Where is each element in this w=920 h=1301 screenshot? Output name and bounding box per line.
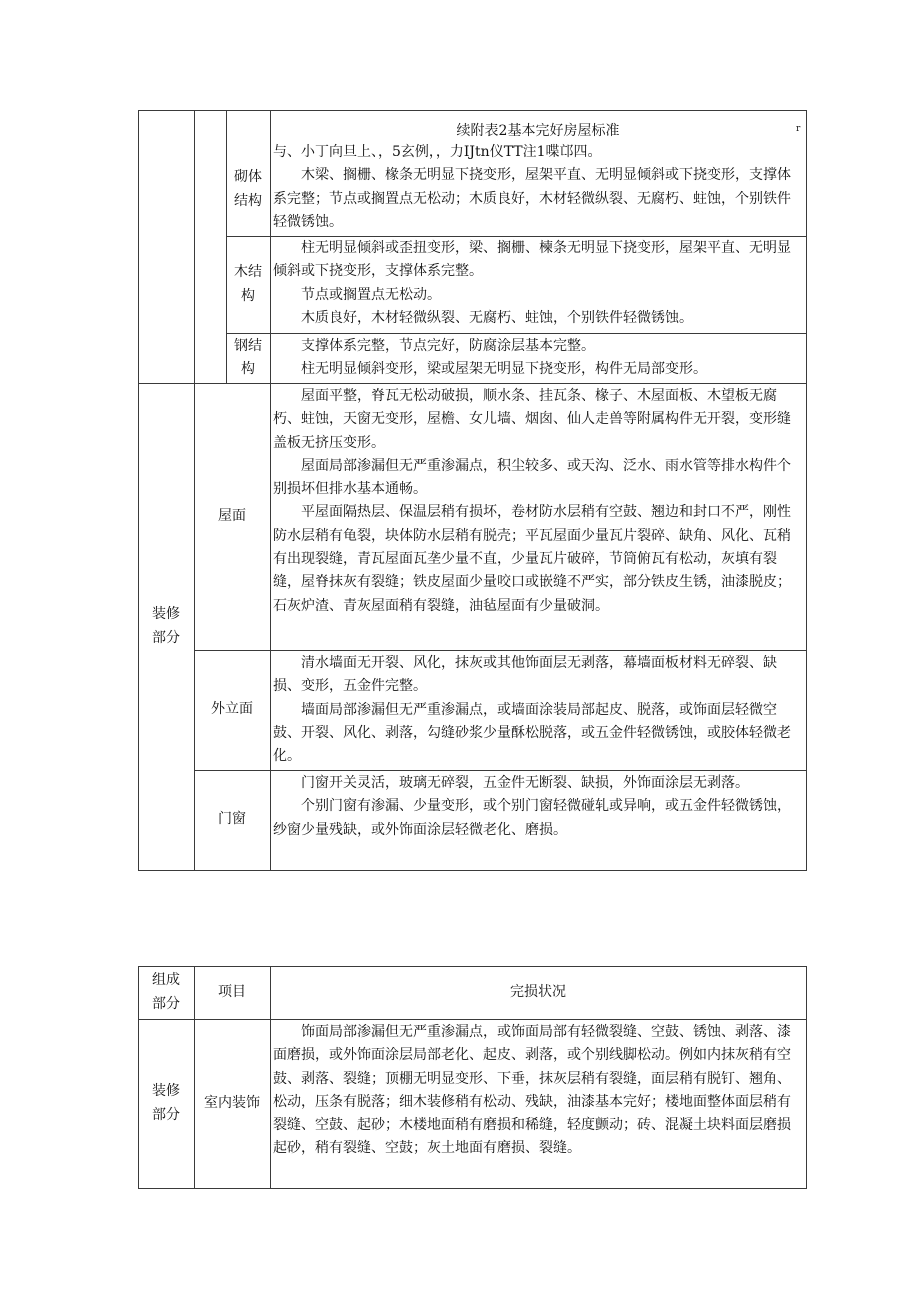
wood-line: 木质良好，木材轻微纵裂、无腐朽、蛀蚀，个别铁件轻微锈蚀。 bbox=[301, 309, 693, 326]
masonry-line: 木梁、搁栅、椽条无明显下挠变形，屋架平直、无明显倾斜或下挠变形，支撑体系完整；节点或搁置点无松动；木质良好，木材轻微纵裂、无腐朽、蛀蚀，个别铁件轻微锈蚀。 bbox=[273, 167, 791, 230]
doors-windows-line: 门窗开关灵活，玻璃无碎裂，五金件无断裂、缺损，外饰面涂层无剥落。 bbox=[301, 775, 749, 791]
table2-right-border bbox=[806, 966, 807, 1189]
steel-line: 支撑体系完整，节点完好，防腐涂层基本完整。 bbox=[301, 338, 595, 354]
table1-row-divider bbox=[194, 770, 807, 771]
structure-text-masonry bbox=[273, 141, 803, 234]
item-label-doors-windows: 门窗 bbox=[218, 811, 246, 828]
structure-text-wood bbox=[273, 237, 803, 330]
masonry-line: 与、小丁向旦上、，5玄例，，力IJtn仪TT注1喋邙四。 bbox=[273, 144, 602, 160]
structure-label-steel: 钢结 构 bbox=[234, 337, 262, 377]
roof-line: 平屋面隔热层、保温层稍有损坏，卷材防水层稍有空鼓、翘边和封口不严，刚性防水层稍有龟裂，块体防水层稍有脱壳；平瓦屋面少量瓦片裂碎、缺角、风化、瓦稍有出现裂缝，青瓦屋面瓦垄少量不直，少量瓦片破碎，节筒俯瓦有松动，灰填有裂缝，屋脊抹灰有裂缝；铁皮屋面少量咬口或嵌缝不严实，部分铁皮生锈，油漆脱皮；石灰炉渣、青灰屋面稍有裂缝，油毡屋面有少量破洞。 bbox=[273, 504, 791, 614]
roof-text bbox=[273, 385, 803, 618]
facade-line: 墙面局部渗漏但无严重渗漏点，或墙面涂装局部起皮、脱落，或饰面层轻微空鼓、开裂、风化、剥落，勾缝砂浆少量酥松脱落，或五金件轻微锈蚀，或胶体轻微老化。 bbox=[273, 701, 791, 765]
table2-item-label: 室内装饰 bbox=[204, 1094, 260, 1111]
table1-row-divider bbox=[226, 333, 807, 334]
facade-text bbox=[273, 652, 803, 768]
corner-mark: r bbox=[796, 124, 801, 134]
table1-row-divider bbox=[194, 650, 807, 651]
facade-line: 清水墙面无开裂、风化，抹灰或其他饰面层无剥落，幕墙面板材料无碎裂、缺损、变形，五金件完整。 bbox=[273, 655, 777, 695]
wood-line: 柱无明显倾斜或歪扭变形，梁、搁栅、楝条无明显下挠变形，屋架平直、无明显倾斜或下挠变形，支撑体系完整。 bbox=[273, 240, 791, 280]
roof-line: 屋面局部渗漏但无严重渗漏点，积尘较多、或天沟、泛水、雨水管等排水构件个别损坏但排水基本通畅。 bbox=[273, 457, 791, 498]
item-label-facade: 外立面 bbox=[211, 701, 253, 718]
structure-text-steel bbox=[273, 335, 803, 382]
roof-line: 屋面平整，脊瓦无松动破损，顺水条、挂瓦条、椽子、木屋面板、木望板无腐朽、蛀蚀，天窗无变形，屋檐、女儿墙、烟囱、仙人走兽等附属构件无开裂，变形缝盖板无挤压变形。 bbox=[273, 388, 791, 451]
table2-group-label: 装修 部分 bbox=[152, 1083, 180, 1123]
table-title: 续附表2基本完好房屋标准 bbox=[456, 123, 620, 139]
item-label-roof: 屋面 bbox=[218, 507, 246, 524]
interior-line: 饰面局部渗漏但无严重渗漏点，或饰面局部有轻微裂缝、空鼓、锈蚀、剥落、漆面磨损，或外饰面涂层局部老化、起皮、剥落，或个别线脚松动。例如内抹灰稍有空鼓、剥落、裂缝；顶棚无明显变形、下垂，抹灰层稍有裂缝，面层稍有脱钉、翘角、松动，压条有脱落；细木装修稍有松动、残缺，油漆基本完好；楼地面整体面层稍有裂缝、空鼓、起砂；木楼地面稍有磨损和稀缝，轻度颤动；砖、混凝土块料面层磨损起砂，稍有裂缝、空鼓；灰土地面有磨损、裂缝。 bbox=[273, 1024, 791, 1157]
table1-top-border bbox=[138, 110, 807, 111]
doors-windows-line: 个别门窗有渗漏、少量变形，或个别门窗轻微碰轧或异响，或五金件轻微锈蚀，纱窗少量残缺，或外饰面涂层轻微老化、磨损。 bbox=[273, 798, 791, 838]
header-composition: 组成 部分 bbox=[152, 972, 180, 1012]
steel-line: 柱无明显倾斜变形，梁或屋架无明显下挠变形，构件无局部变形。 bbox=[301, 361, 707, 378]
decoration-group-label: 装修 部分 bbox=[152, 606, 180, 646]
table1-bottom-border bbox=[138, 870, 807, 871]
table1-col-divider bbox=[270, 110, 271, 871]
table2-bottom-border bbox=[138, 1188, 807, 1189]
structure-label-wood: 木结 构 bbox=[234, 264, 262, 304]
header-condition: 完损状况 bbox=[510, 983, 566, 1000]
header-item: 项目 bbox=[218, 983, 246, 1000]
wood-line: 节点或搁置点无松动。 bbox=[301, 286, 441, 303]
structure-label-masonry: 砌体 结构 bbox=[234, 169, 262, 209]
doors-windows-text bbox=[273, 772, 803, 842]
table1-right-border bbox=[806, 110, 807, 871]
interior-decoration-text bbox=[273, 1021, 803, 1161]
